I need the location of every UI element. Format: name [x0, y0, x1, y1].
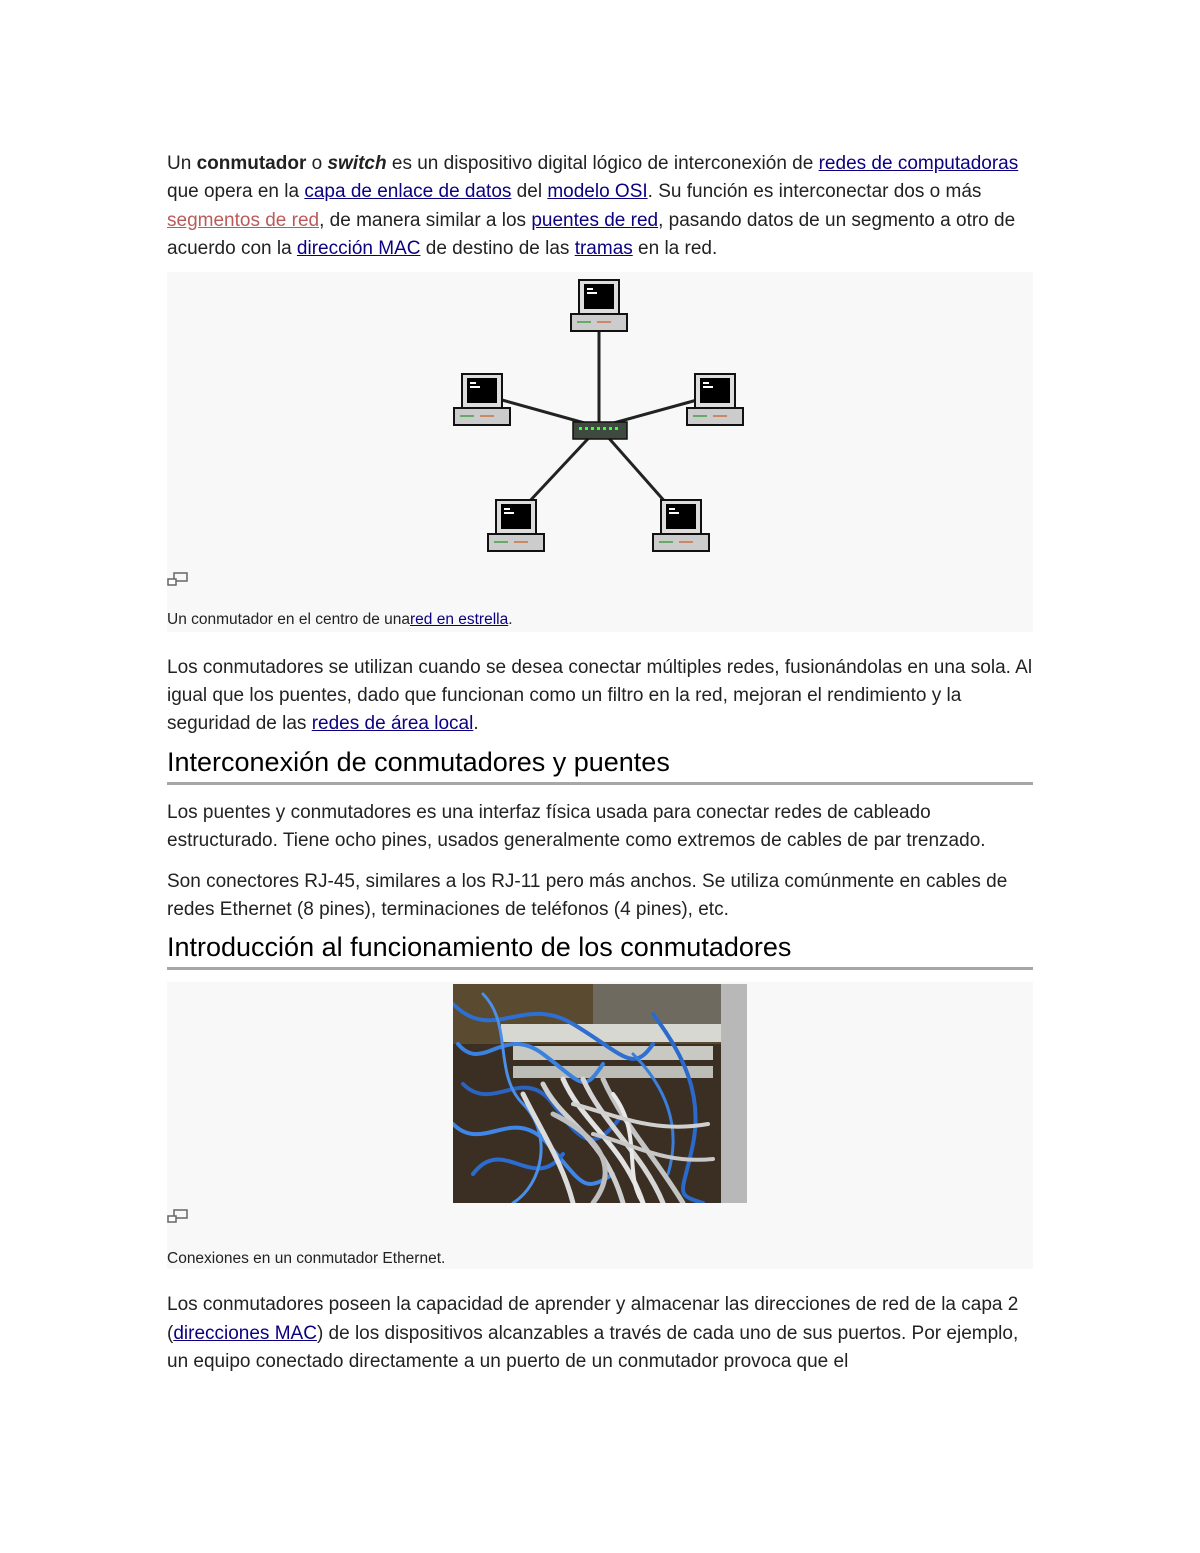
- article: [167, 150, 1033, 1377]
- computer-bottom-left: [488, 500, 544, 551]
- paragraph-usage: Los conmutadores se utilizan cuando se desea conectar múltiples redes, fusionándolas en una sola. Al igual que los puentes, dado que funcionan como un filtro en la red, mejoran el rendimiento y la seguridad de las redes de área local.: [167, 656, 1033, 735]
- link-puentes-de-red[interactable]: puentes de red: [531, 209, 659, 231]
- ethernet-cables-photo: [453, 984, 747, 1203]
- term-conmutador: conmutador: [196, 153, 307, 174]
- link-red-en-estrella[interactable]: red en estrella: [410, 610, 509, 628]
- figure-caption: Un conmutador en el centro de unared en estrella.: [167, 610, 513, 628]
- link-tramas[interactable]: tramas: [574, 238, 633, 260]
- computer-right: [687, 374, 743, 425]
- computer-bottom-right: [653, 500, 709, 551]
- link-modelo-osi[interactable]: modelo OSI: [547, 181, 648, 203]
- link-redes-de-area-local[interactable]: redes de área local: [311, 713, 474, 735]
- section-heading-interconexion: Interconexión de conmutadores y puentes: [167, 747, 1033, 785]
- term-switch: switch: [327, 153, 387, 174]
- switch-device: [573, 422, 627, 439]
- intro-paragraph: Un conmutador o switch es un dispositivo digital lógico de interconexión de redes de computadoras que opera en la capa de enlace de datos del modelo OSI. Su función es interconectar dos o más segmentos de red, de manera similar a los puentes de red, pasando datos de un segmento a otro de acuerdo con la dirección MAC de destino de las tramas en la red.: [167, 153, 1019, 260]
- link-capa-de-enlace[interactable]: capa de enlace de datos: [304, 181, 512, 203]
- section-heading-introduccion: Introducción al funcionamiento de los conmutadores: [167, 932, 1033, 970]
- paragraph-aprendizaje: Los conmutadores poseen la capacidad de aprender y almacenar las direcciones de red de la capa 2 (direcciones MAC) de los dispositivos alcanzables a través de cada uno de sus puertos. Por ejemplo, un equipo conectado directamente a un puerto de un conmutador provoca que el: [167, 1294, 1019, 1373]
- link-direccion-mac[interactable]: dirección MAC: [296, 238, 421, 260]
- figure-caption: Conexiones en un conmutador Ethernet.: [167, 1250, 446, 1268]
- figure-star-network: [167, 272, 1033, 632]
- paragraph-rj45: Son conectores RJ-45, similares a los RJ-11 pero más anchos. Se utiliza comúnmente en cables de redes Ethernet (8 pines), terminaciones de teléfonos (4 pines), etc.: [167, 870, 1008, 921]
- figure-ethernet-switch: [167, 982, 1033, 1269]
- link-redes-de-computadoras[interactable]: redes de computadoras: [818, 153, 1019, 174]
- computer-left: [454, 374, 510, 425]
- link-direcciones-mac[interactable]: direcciones MAC: [173, 1322, 317, 1344]
- magnify-icon[interactable]: [167, 1209, 189, 1223]
- magnify-icon[interactable]: [167, 572, 189, 586]
- computer-top: [571, 280, 627, 331]
- star-network-diagram: [167, 272, 1033, 562]
- link-segmentos-de-red[interactable]: segmentos de red: [167, 209, 320, 231]
- paragraph-puentes: Los puentes y conmutadores es una interfaz física usada para conectar redes de cableado estructurado. Tiene ocho pines, usados generalmente como extremos de cables de par trenzado.: [167, 801, 986, 852]
